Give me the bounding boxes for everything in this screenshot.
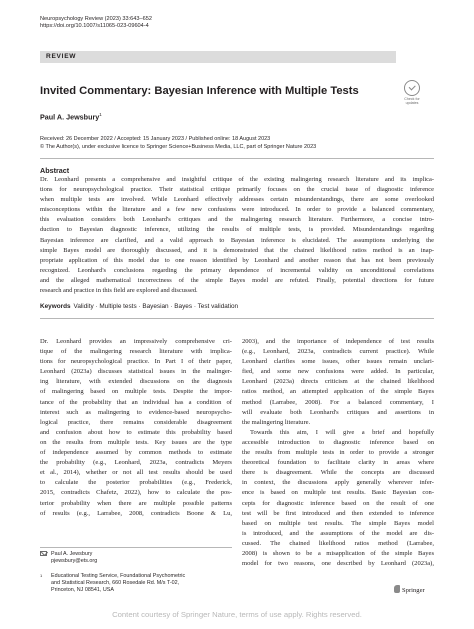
abstract-line: Dr. Leonhard presents a comprehensive and insightful critique of the existing malingering research literature and its implica- <box>40 176 434 183</box>
body-line: there is disagreement. While the concepts are discussed <box>242 469 434 477</box>
body-line: (e.g., Leonhard, 2023a, contradicts current practice). While <box>242 348 434 356</box>
body-line: Dr. Leonhard provides an impressively comprehensive cri- <box>40 338 232 345</box>
body-line: will evaluate both Leonhard's critiques and assertions in <box>242 408 434 416</box>
contact-name: Paul A. Jewsbury <box>51 551 93 557</box>
body-line: of independence assumed by common methods to estimate <box>40 449 232 457</box>
body-line: accessible introduction to diagnostic inference based on <box>242 438 434 446</box>
body-line: the results from multiple tests in order to provide a stronger <box>242 449 434 457</box>
author-affiliation-mark: 1 <box>99 112 102 117</box>
body-line: in context, the discussions apply generally wherever infer- <box>242 479 434 487</box>
body-column-left <box>40 337 232 519</box>
body-line: based on multiple test results. The simple Bayes model <box>242 519 434 527</box>
body-line: theoretical foundation to facilitate clarity in areas where <box>242 459 434 467</box>
body-line: to calculate the posterior probabilities (e.g., Frederick, <box>40 479 232 487</box>
publication-dates <box>40 136 316 151</box>
abstract-body <box>40 175 434 296</box>
journal-header <box>40 16 152 30</box>
body-line: on the results from multiple tests. Key issues are the type <box>40 438 232 446</box>
publisher-name: Springer <box>402 587 425 594</box>
abstract-line: misconceptions within the literature and a few new confusions were introduced. In order to provide a balanced commentary, <box>40 206 434 214</box>
abstract-heading: Abstract <box>40 166 70 175</box>
body-line: the malingering literature. <box>242 418 311 426</box>
body-line: 2003), and the importance of independence of test results <box>242 338 434 345</box>
body-line: Leonhard clarifies some issues, other issues remain unclari- <box>242 358 434 366</box>
abstract-line: and the alleged mathematical incorrectness of the simple Bayes model are refuted. Finally, potential directions for future <box>40 276 434 284</box>
abstract-line: when multiple tests are involved. While Leonhard effectively addresses certain misunderstandings, there are some overlooked <box>40 196 434 204</box>
body-line: tique of the malingering research literature with implica- <box>40 348 232 356</box>
history-dates: Received: 26 December 2022 / Accepted: 15 January 2023 / Published online: 18 August 2023 <box>40 136 271 142</box>
body-line: terior probability when there are multiple possible patterns <box>40 499 232 507</box>
affiliation-footnote <box>40 573 232 595</box>
abstract-line: duction to Bayesian diagnostic inference, utilizing the results of multiple tests, is provided. Misunderstandings regarding <box>40 226 434 234</box>
body-line: of malingering based on multiple tests. Despite the impor- <box>40 388 232 396</box>
body-line: tions for neuropsychological practice. In Part I of their paper, <box>40 358 232 366</box>
affiliation-line: Educational Testing Service, Foundational Psychometric <box>51 573 186 579</box>
section-bar <box>40 51 396 63</box>
keywords-label: Keywords <box>40 303 71 310</box>
affiliation-line: Princeton, NJ 08541, USA <box>51 587 114 594</box>
body-column-right <box>242 337 434 569</box>
divider-bottom <box>40 318 434 319</box>
body-line: tance of the probability that an individual has a condition of <box>40 398 232 406</box>
copyright-line: © The Author(s), under exclusive licence to Springer Science+Business Media, LLC, part of Springer Nature 2023 <box>40 143 317 150</box>
abstract-line: Bayesian inference are clarified, and a valid approach to Bayesian inference is elucidated. The assumptions underlying the <box>40 236 434 244</box>
paper-title: Invited Commentary: Bayesian Inference with Multiple Tests <box>40 85 359 97</box>
body-line: method (Larrabee, 2008). For a balanced commentary, I <box>242 398 434 406</box>
body-line: Leonhard (2023a) discusses statistical issues in the malinger- <box>40 368 232 376</box>
body-line: fied, and some new confusions were added. In particular, <box>242 368 434 376</box>
abstract-line: research and practice in this field are explored and discussed. <box>40 287 198 295</box>
body-line: logical practice, there remains considerable disagreement <box>40 418 232 426</box>
abstract-line: recognized. Leonhard's conclusions regarding the primary dependence of incremental validity on unconditional correlations <box>40 266 434 274</box>
abstract-line: tions for neuropsychological practice. Their statistical critique primarily focuses on the crucial issue of diagnostic inference <box>40 186 434 194</box>
contact-footnote <box>40 551 97 565</box>
body-line: and confusion about how to estimate this probability based <box>40 428 232 436</box>
abstract-line: this evaluation considers both Leonhard's critiques and the malingering research literature. Furthermore, a concise intro- <box>40 216 434 224</box>
body-line: model for two reasons, one described by Leonhard (2023a), <box>242 560 434 568</box>
check-updates-icon <box>404 80 420 96</box>
author-line <box>40 112 102 121</box>
body-line: interest such as malingering to evidence-based neuropsycho- <box>40 408 232 416</box>
affiliation-mark: 1 <box>40 573 43 578</box>
affiliation-line: and Statistical Research, 660 Rosedale Rd. M/s T-02, <box>51 580 180 587</box>
section-label: REVIEW <box>46 53 77 60</box>
author-name[interactable]: Paul A. Jewsbury <box>40 112 100 122</box>
footnote-rule <box>40 547 232 548</box>
journal-doi[interactable]: https://doi.org/10.1007/s11065-023-09604-4 <box>40 23 149 29</box>
body-line: the probability (e.g., Leonhard, 2023a, contradicts Meyers <box>40 459 232 467</box>
body-line: test will be first introduced and then extended to inference <box>242 509 434 517</box>
body-line: 2008) is shown to be a misapplication of the simple Bayes <box>242 549 434 557</box>
body-line: is introduced, and the assumptions of the model are dis- <box>242 529 434 537</box>
keywords-list: Validity · Multiple tests · Bayesian · Bayes · Test validation <box>73 303 239 310</box>
check-for-updates-badge[interactable] <box>398 80 426 106</box>
body-line: Towards this aim, I will give a brief and hopefully <box>250 428 434 436</box>
body-line: ence is based on multiple test results. Basic Bayesian con- <box>242 489 434 497</box>
journal-citation: Neuropsychology Review (2023) 33:643–652 <box>40 16 152 22</box>
divider-top <box>40 158 434 159</box>
courtesy-notice: Content courtesy of Springer Nature, terms of use apply. Rights reserved. <box>112 610 362 619</box>
body-line: ing literature, with extended discussions on the diagnosis <box>40 378 232 386</box>
envelope-icon <box>40 551 47 556</box>
body-line: Leonhard (2023a) directs criticism at the chained likelihood <box>242 378 434 386</box>
body-line: 2015, contradicts Chafetz, 2022), how to calculate the pos- <box>40 489 232 497</box>
body-line: cussed. The chained likelihood ratios method (Larrabee, <box>242 539 434 547</box>
body-line: of results (e.g., Larrabee, 2008, contradicts Boone & Lu, <box>40 509 232 517</box>
body-line: cepts for diagnostic inference based on the result of one <box>242 499 434 507</box>
check-updates-line2: updates <box>405 101 419 106</box>
body-line: ratios method, an attempted application of the simple Bayes <box>242 388 434 396</box>
body-line: et al., 2014), whether or not all test results should be used <box>40 469 232 477</box>
springer-horse-icon <box>394 585 400 593</box>
abstract-line: propriate application of this model due to one reason identified by Leonhard and another reason that has not been previously <box>40 256 434 264</box>
publisher-logo <box>394 585 425 594</box>
contact-email[interactable]: pjewsbury@ets.org <box>51 558 98 565</box>
abstract-line: simple Bayes model are thoroughly discussed, and it is demonstrated that the chained likelihood ratios method is an inap- <box>40 246 434 254</box>
check-updates-line1: Check for <box>404 97 420 101</box>
keywords <box>40 303 238 310</box>
